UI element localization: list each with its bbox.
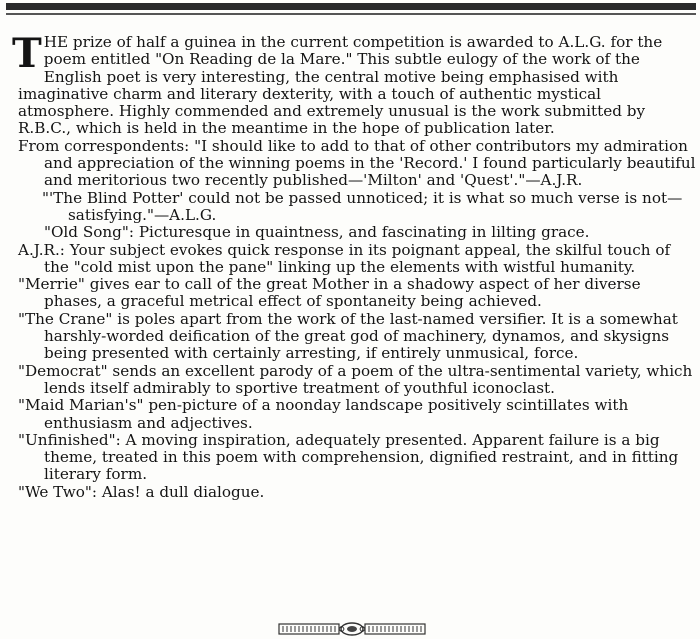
article-body xyxy=(12,30,696,501)
intro-line-1: HE prize of half a guinea in the current competition is awarded to A.L.G. xyxy=(43,33,606,51)
blind-potter-note: "'The Blind Potter' could not be passed unnoticed; it is what so much verse is not—satisfying."—A.L.G. xyxy=(42,188,683,224)
drop-cap: T xyxy=(12,30,42,77)
intro-paragraph xyxy=(12,30,696,138)
entry-ajr: A.J.R.: Your subject evokes quick response in its poignant appeal, the skilful touch of the "cold mist upon the pane" linking up the elements with wistful humanity. xyxy=(18,240,671,276)
entry-we-two: "We Two": Alas! a dull dialogue. xyxy=(18,482,265,501)
top-rule-thin xyxy=(6,13,696,15)
old-song-note: "Old Song": Picturesque in quaintness, and fascinating in lilting grace. xyxy=(44,223,590,242)
entry-merrie: "Merrie" gives ear to call of the great Mother in a shadowy aspect of her diverse phases, a graceful metrical effect of spontaneity being achieved. xyxy=(18,275,641,311)
ornament-divider xyxy=(278,622,426,636)
entry-unfinished: "Unfinished": A moving inspiration, adequately presented. Apparent failure is a big theme, treated in this poem with comprehension, dignified restraint, and in fitting literary form. xyxy=(18,430,679,484)
entry-democrat: "Democrat" sends an excellent parody of a poem of the ultra-sentimental variety, which lends itself admirably to sportive treatment of youthful iconoclast. xyxy=(18,361,693,397)
entry-maid-marian: "Maid Marian's" pen-picture of a noonday landscape positively scintillates with enthusiasm and adjectives. xyxy=(18,396,629,432)
entry-the-crane: "The Crane" is poles apart from the work of the last-named versifier. It is a somewhat harshly-worded deification of the great god of machinery, dynamos, and skysigns being presented with certainly arresting, if entirely unmusical, force. xyxy=(18,309,678,363)
correspondents-paragraph: From correspondents: "I should like to add to that of other contributors my admiration and appreciation of the winning poems in the 'Record.' I found particularly beautiful and meritorious two recently published—'Milton' and 'Quest'."—A.J.R. xyxy=(18,136,696,190)
intro-rest: for the poem entitled "On Reading de la Mare." This subtle eulogy of the work of the English poet is very interesting, the central motive being emphasised with imaginative charm and literary dexterity, with a touch of authentic mystical atmosphere. Highly commended and extremely unusual is the work submitted by R.B.C., which is held in the meantime in the hope of publication later. xyxy=(18,33,663,138)
top-rule-thick xyxy=(6,3,696,10)
